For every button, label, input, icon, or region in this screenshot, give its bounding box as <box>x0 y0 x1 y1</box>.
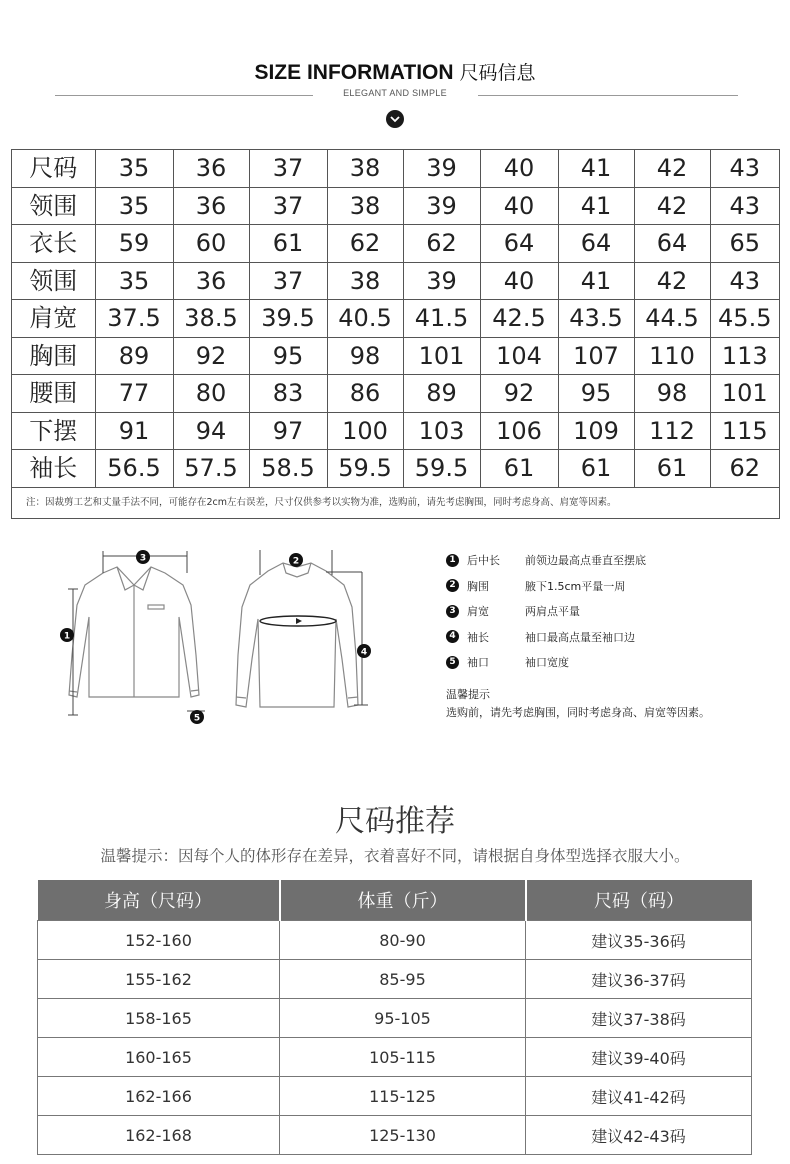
size-cell: 43 <box>710 262 779 300</box>
size-cell: 38 <box>327 187 403 225</box>
size-row-label: 袖长 <box>12 450 95 488</box>
size-cell: 43.5 <box>558 300 634 338</box>
legend-desc: 袖口宽度 <box>525 656 569 669</box>
legend-item <box>446 654 569 670</box>
height-cell: 162-168 <box>38 1116 280 1155</box>
header-weight: 体重（斤） <box>280 880 526 921</box>
size-cell: 38 <box>327 262 403 300</box>
marker-4-label: 4 <box>360 647 368 658</box>
recommend-title: 尺码推荐 <box>335 804 455 839</box>
legend-number-icon: 1 <box>446 554 459 567</box>
size-row-label: 肩宽 <box>12 300 95 338</box>
shirt-front-diagram <box>55 545 225 725</box>
title-en: SIZE INFORMATION <box>254 61 454 84</box>
size-cell: 83 <box>249 375 327 413</box>
size-cell: 42.5 <box>480 300 558 338</box>
size-cell: 61 <box>249 225 327 263</box>
size-cell: 101 <box>403 337 480 375</box>
recommend-table <box>37 880 752 1155</box>
size-cell: 43 <box>710 187 779 225</box>
size-cell: 建议41-42码 <box>526 1077 752 1116</box>
size-cell: 98 <box>634 375 710 413</box>
size-cell: 43 <box>710 150 779 187</box>
legend-item <box>446 578 625 594</box>
size-cell: 64 <box>634 225 710 263</box>
height-cell: 155-162 <box>38 960 280 999</box>
size-table-row <box>12 337 779 375</box>
size-cell: 57.5 <box>173 450 249 488</box>
size-table-row <box>12 150 779 187</box>
height-cell: 152-160 <box>38 921 280 960</box>
size-cell: 56.5 <box>95 450 173 488</box>
size-cell: 37.5 <box>95 300 173 338</box>
size-table-row <box>12 300 779 338</box>
size-cell: 106 <box>480 412 558 450</box>
legend-name: 袖长 <box>467 630 489 644</box>
recommend-tip: 温馨提示：因每个人的体形存在差异，衣着喜好不同，请根据自身体型选择衣服大小。 <box>100 847 690 865</box>
size-cell: 38.5 <box>173 300 249 338</box>
size-cell: 42 <box>634 187 710 225</box>
recommend-row <box>38 1116 752 1155</box>
size-table-row <box>12 412 779 450</box>
legend-desc: 两肩点平量 <box>525 605 580 618</box>
header-height: 身高（尺码） <box>38 880 280 921</box>
size-row-label: 领围 <box>12 262 95 300</box>
size-cell: 115 <box>710 412 779 450</box>
size-cell: 40 <box>480 150 558 187</box>
size-cell: 41 <box>558 262 634 300</box>
marker-3-label: 3 <box>139 553 147 564</box>
size-cell: 建议35-36码 <box>526 921 752 960</box>
page-title <box>0 58 790 85</box>
size-cell: 100 <box>327 412 403 450</box>
size-cell: 98 <box>327 337 403 375</box>
size-cell: 36 <box>173 187 249 225</box>
size-cell: 35 <box>95 262 173 300</box>
recommend-row <box>38 1077 752 1116</box>
weight-cell: 115-125 <box>280 1077 526 1116</box>
legend-name: 肩宽 <box>467 605 489 618</box>
header-size: 尺码（码） <box>526 880 752 921</box>
shirt-back-diagram <box>228 545 378 725</box>
subtitle: ELEGANT AND SIMPLE <box>343 88 447 98</box>
size-cell: 64 <box>558 225 634 263</box>
size-cell: 36 <box>173 262 249 300</box>
size-cell: 35 <box>95 187 173 225</box>
recommend-header-row <box>38 880 752 921</box>
size-cell: 59 <box>95 225 173 263</box>
size-cell: 40 <box>480 262 558 300</box>
size-cell: 113 <box>710 337 779 375</box>
size-cell: 95 <box>249 337 327 375</box>
chevron-down-icon <box>386 110 404 128</box>
size-table-row <box>12 187 779 225</box>
size-table <box>12 150 779 488</box>
marker-1-label: 1 <box>63 631 71 642</box>
size-cell: 37 <box>249 150 327 187</box>
legend-tip-text: 选购前，请先考虑胸围，同时考虑身高、肩宽等因素。 <box>446 706 710 719</box>
size-cell: 80 <box>173 375 249 413</box>
size-cell: 37 <box>249 262 327 300</box>
legend-number-icon: 5 <box>446 656 459 669</box>
size-row-label: 下摆 <box>12 412 95 450</box>
weight-cell: 95-105 <box>280 999 526 1038</box>
size-cell: 40.5 <box>327 300 403 338</box>
size-cell: 112 <box>634 412 710 450</box>
size-cell: 86 <box>327 375 403 413</box>
size-note: 注：因裁剪工艺和丈量手法不同，可能存在2cm左右误差，尺寸仅供参考以实物为准，选购前，请先考虑胸围，同时考虑身高、肩宽等因素。 <box>26 497 617 508</box>
size-cell: 39 <box>403 187 480 225</box>
size-cell: 建议37-38码 <box>526 999 752 1038</box>
size-cell: 94 <box>173 412 249 450</box>
size-cell: 92 <box>480 375 558 413</box>
recommend-row <box>38 960 752 999</box>
size-cell: 45.5 <box>710 300 779 338</box>
size-cell: 37 <box>249 187 327 225</box>
size-row-label: 胸围 <box>12 337 95 375</box>
size-cell: 38 <box>327 150 403 187</box>
size-cell: 41 <box>558 187 634 225</box>
size-cell: 97 <box>249 412 327 450</box>
size-row-label: 衣长 <box>12 225 95 263</box>
size-cell: 62 <box>327 225 403 263</box>
size-cell: 42 <box>634 150 710 187</box>
legend-desc: 前领边最高点垂直至摆底 <box>525 554 646 567</box>
size-cell: 101 <box>710 375 779 413</box>
legend-number-icon: 4 <box>446 630 459 643</box>
size-cell: 58.5 <box>249 450 327 488</box>
size-cell: 92 <box>173 337 249 375</box>
legend-desc: 袖口最高点量至袖口边 <box>525 630 635 644</box>
size-row-label: 尺码 <box>12 150 95 187</box>
size-table-row <box>12 262 779 300</box>
size-cell: 36 <box>173 150 249 187</box>
size-cell: 59.5 <box>327 450 403 488</box>
size-cell: 39 <box>403 262 480 300</box>
size-cell: 39.5 <box>249 300 327 338</box>
size-table-row <box>12 375 779 413</box>
height-cell: 162-166 <box>38 1077 280 1116</box>
height-cell: 158-165 <box>38 999 280 1038</box>
size-cell: 建议42-43码 <box>526 1116 752 1155</box>
size-cell: 41.5 <box>403 300 480 338</box>
size-cell: 40 <box>480 187 558 225</box>
legend-item <box>446 552 646 568</box>
legend-tip-title: 温馨提示 <box>446 688 490 701</box>
size-cell: 61 <box>480 450 558 488</box>
size-cell: 44.5 <box>634 300 710 338</box>
title-cn: 尺码信息 <box>459 62 536 84</box>
size-cell: 89 <box>403 375 480 413</box>
size-table-row <box>12 450 779 488</box>
size-cell: 62 <box>403 225 480 263</box>
recommend-row <box>38 999 752 1038</box>
size-cell: 61 <box>634 450 710 488</box>
size-cell: 95 <box>558 375 634 413</box>
marker-2-label: 2 <box>292 556 300 567</box>
size-row-label: 腰围 <box>12 375 95 413</box>
legend-desc: 腋下1.5cm平量一周 <box>525 579 626 593</box>
legend-name: 胸围 <box>467 579 489 593</box>
recommend-row <box>38 1038 752 1077</box>
size-cell: 109 <box>558 412 634 450</box>
legend-number-icon: 2 <box>446 579 459 592</box>
size-cell: 42 <box>634 262 710 300</box>
size-cell: 建议39-40码 <box>526 1038 752 1077</box>
size-cell: 59.5 <box>403 450 480 488</box>
size-cell: 65 <box>710 225 779 263</box>
size-cell: 104 <box>480 337 558 375</box>
size-cell: 107 <box>558 337 634 375</box>
size-cell: 64 <box>480 225 558 263</box>
size-cell: 61 <box>558 450 634 488</box>
size-cell: 建议36-37码 <box>526 960 752 999</box>
recommend-row <box>38 921 752 960</box>
size-cell: 89 <box>95 337 173 375</box>
legend-name: 后中长 <box>467 554 500 567</box>
size-cell: 41 <box>558 150 634 187</box>
weight-cell: 85-95 <box>280 960 526 999</box>
size-cell: 39 <box>403 150 480 187</box>
marker-5-label: 5 <box>193 713 201 724</box>
size-table-container <box>11 149 780 519</box>
size-cell: 91 <box>95 412 173 450</box>
legend-item <box>446 629 635 645</box>
size-cell: 60 <box>173 225 249 263</box>
size-table-row <box>12 225 779 263</box>
size-cell: 62 <box>710 450 779 488</box>
legend-name: 袖口 <box>467 656 489 669</box>
size-row-label: 领围 <box>12 187 95 225</box>
size-cell: 110 <box>634 337 710 375</box>
legend-number-icon: 3 <box>446 605 459 618</box>
weight-cell: 125-130 <box>280 1116 526 1155</box>
legend-item <box>446 603 580 619</box>
size-cell: 77 <box>95 375 173 413</box>
weight-cell: 80-90 <box>280 921 526 960</box>
height-cell: 160-165 <box>38 1038 280 1077</box>
size-cell: 103 <box>403 412 480 450</box>
weight-cell: 105-115 <box>280 1038 526 1077</box>
size-cell: 35 <box>95 150 173 187</box>
